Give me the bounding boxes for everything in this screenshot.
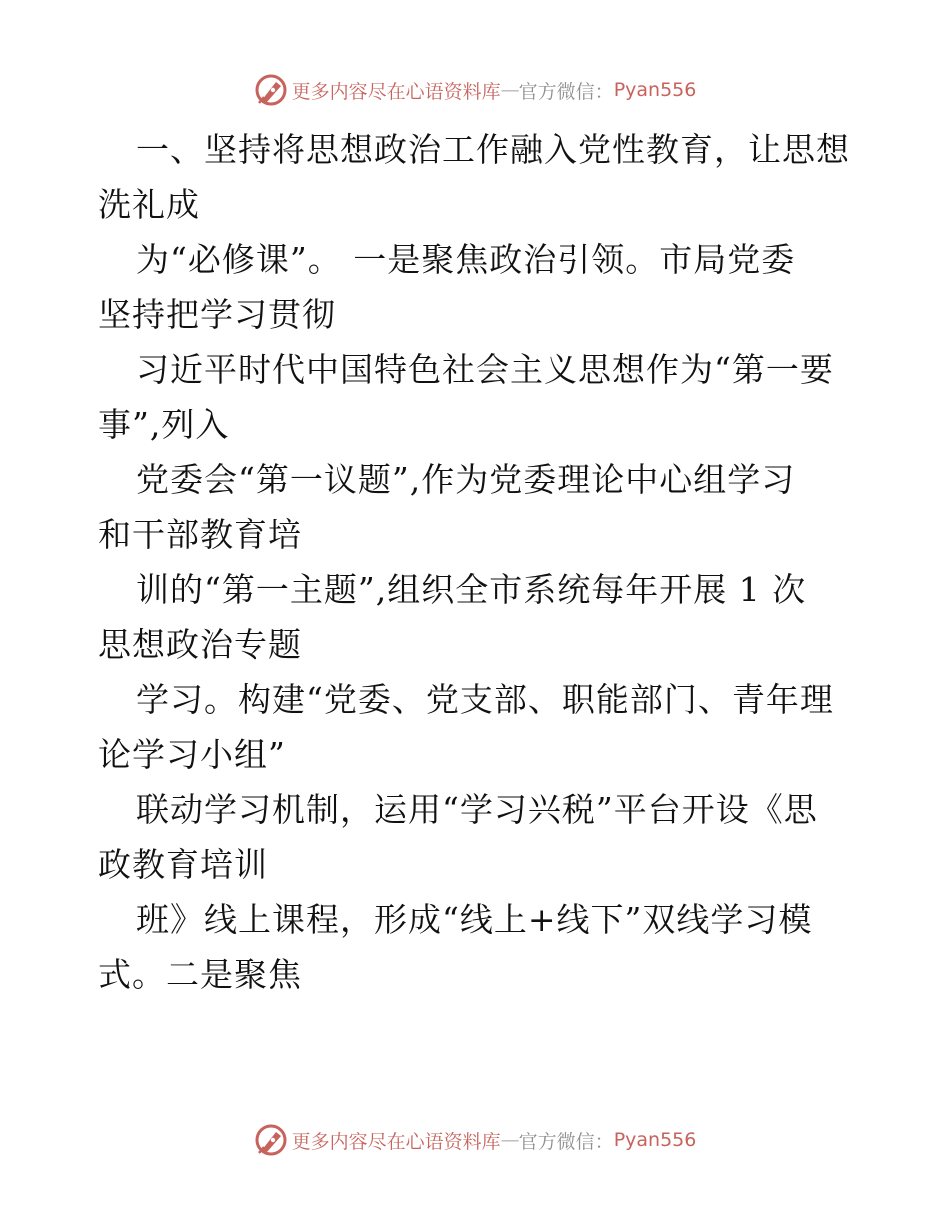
text-line: 一、坚持将思想政治工作融入党性教育，让思想 xyxy=(136,130,850,169)
watermark-id: Pyan556 xyxy=(613,79,697,101)
text-line: 事”,列入 xyxy=(98,405,230,444)
watermark-name: 更多内容尽在心语资料库 xyxy=(291,80,501,103)
pen-nib-logo-icon xyxy=(254,73,288,107)
text-line: 训的“第一主题”,组织全市系统每年开展 1 次 xyxy=(136,570,807,609)
text-line: 联动学习机制，运用“学习兴税”平台开设《思 xyxy=(136,790,818,829)
watermark-label: 官方微信： xyxy=(518,1130,614,1153)
text-line: 班》线上课程，形成“线上+线下”双线学习模 xyxy=(136,900,813,939)
header-watermark xyxy=(0,70,950,110)
text-line: 和干部教育培 xyxy=(98,515,302,554)
pen-nib-logo-icon xyxy=(254,1123,288,1157)
watermark-name: 更多内容尽在心语资料库 xyxy=(291,1130,501,1153)
footer-watermark xyxy=(0,1120,950,1160)
watermark-id: Pyan556 xyxy=(613,1129,697,1151)
text-line: 党委会“第一议题”,作为党委理论中心组学习 xyxy=(136,460,796,499)
text-line: 习近平时代中国特色社会主义思想作为“第一要 xyxy=(136,350,834,389)
text-line: 论学习小组” xyxy=(98,735,286,774)
text-line: 学习。构建“党委、党支部、职能部门、青年理 xyxy=(136,680,834,719)
text-line: 为“必修课”。 一是聚焦政治引领。市局党委 xyxy=(136,240,796,279)
text-line: 坚持把学习贯彻 xyxy=(98,295,336,334)
text-line: 政教育培训 xyxy=(98,845,268,884)
text-line: 思想政治专题 xyxy=(98,625,302,664)
text-line: 洗礼成 xyxy=(98,185,200,224)
watermark-dash: — xyxy=(500,1129,519,1151)
document-body xyxy=(98,122,858,1002)
watermark-label: 官方微信： xyxy=(518,80,614,103)
watermark-dash: — xyxy=(500,79,519,101)
text-line: 式。二是聚焦 xyxy=(98,955,302,994)
